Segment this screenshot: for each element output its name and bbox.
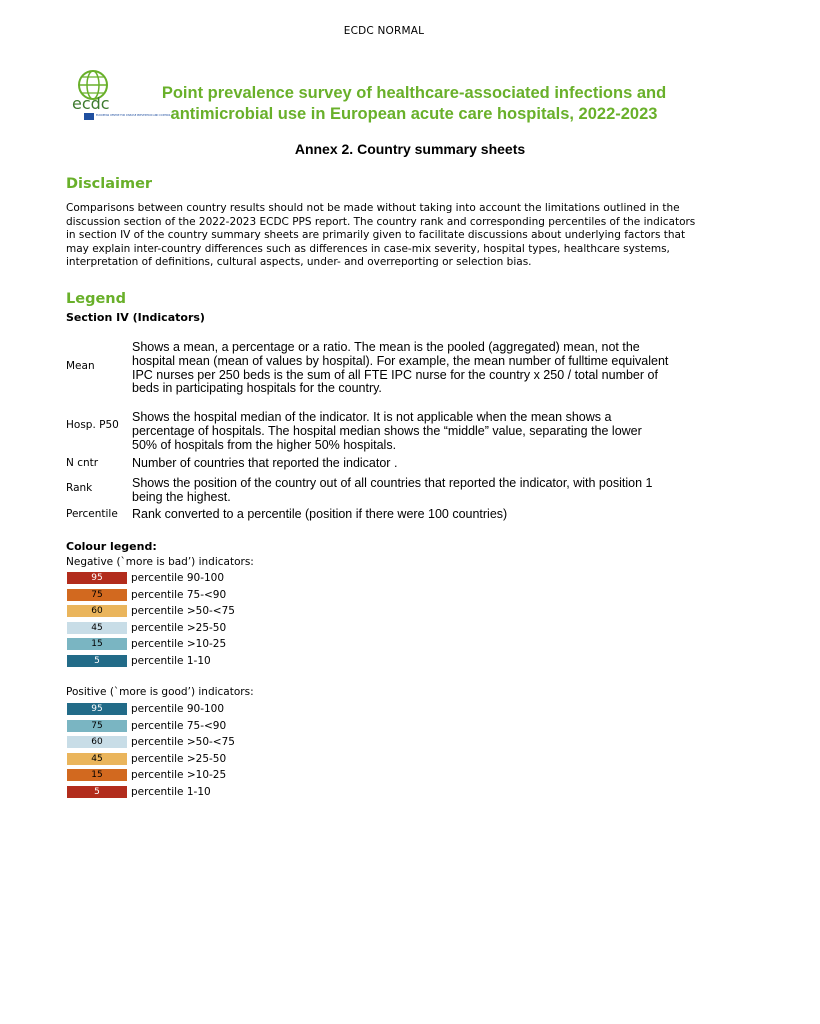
colour-legend-title: Colour legend: <box>66 540 157 553</box>
colour-swatch: 5 <box>66 785 128 799</box>
report-title: Point prevalence survey of healthcare-associated infections and antimicrobial use in European acute care hospitals, 2022-2023 <box>161 84 667 123</box>
legend-term: Rank <box>66 482 93 494</box>
definition-line: Shows a mean, a percentage or a ratio. The mean is the pooled (aggregated) mean, not the <box>132 340 640 354</box>
legend-term: Mean <box>66 360 95 372</box>
colour-swatch: 45 <box>66 621 128 635</box>
percentile-range-label: percentile 75-<90 <box>131 719 227 732</box>
definition-line: hospital mean (mean of values by hospital). For example, the mean number of fulltime equivalent <box>132 353 669 368</box>
negative-legend-row <box>66 654 266 669</box>
positive-legend-row <box>66 702 266 717</box>
colour-swatch: 95 <box>66 571 128 585</box>
disclaimer-line: interpretation of definitions, cultural aspects, under- and overreporting or selection bias. <box>66 256 532 269</box>
logo-wordmark: ecdc <box>72 94 110 113</box>
negative-legend-row <box>66 588 266 603</box>
definition-line: Number of countries that reported the indicator . <box>132 456 398 470</box>
definition-line: being the highest. <box>132 489 231 504</box>
negative-legend-label: Negative (`more is bad’) indicators: <box>66 556 254 568</box>
percentile-range-label: percentile 75-<90 <box>131 588 227 601</box>
annex-title: Annex 2. Country summary sheets <box>294 141 526 157</box>
positive-legend-label: Positive (`more is good’) indicators: <box>66 686 254 698</box>
document-classification: ECDC NORMAL <box>343 25 425 37</box>
percentile-range-label: percentile 1-10 <box>131 654 211 667</box>
definition-line: IPC nurses per 250 beds is the sum of all FTE IPC nurse for the country x 250 / total number of <box>132 367 658 382</box>
percentile-range-label: percentile >10-25 <box>131 769 227 781</box>
positive-legend-row <box>66 719 266 734</box>
disclaimer-line: discussion section of the 2022-2023 ECDC PPS report. The country rank and corresponding percentiles of the indicators <box>66 215 696 228</box>
negative-legend-row <box>66 571 266 586</box>
definition-line: Shows the hospital median of the indicator. It is not applicable when the mean shows a <box>132 410 612 424</box>
legend-heading: Legend <box>66 291 126 307</box>
legend-definition <box>132 411 702 452</box>
legend-definition <box>132 457 702 471</box>
disclaimer-line: may explain inter-country differences such as differences in case-mix severity, hospital types, healthcare systems, <box>66 242 670 255</box>
colour-swatch: 95 <box>66 702 128 716</box>
definition-line: Rank converted to a percentile (position if there were 100 countries) <box>132 507 508 521</box>
disclaimer-line: Comparisons between country results should not be made without taking into account the limitations outlined in the <box>66 202 680 214</box>
negative-legend-row <box>66 637 266 652</box>
percentile-range-label: percentile 1-10 <box>131 785 211 798</box>
disclaimer-text <box>66 202 706 270</box>
colour-swatch: 15 <box>66 637 128 651</box>
logo-caption: EUROPEAN CENTRE FOR DISEASE PREVENTION AND CONTROL <box>96 114 171 117</box>
legend-term: N cntr <box>66 457 99 469</box>
legend-definition <box>132 508 702 522</box>
definition-line: percentage of hospitals. The hospital median shows the “middle” value, separating the lower <box>132 423 642 438</box>
positive-legend-row <box>66 785 266 800</box>
percentile-range-label: percentile 90-100 <box>131 572 225 584</box>
percentile-range-label: percentile >50-<75 <box>131 736 235 748</box>
legend-term: Hosp. P50 <box>66 419 119 431</box>
section-label: Section IV (Indicators) <box>66 311 205 324</box>
legend-definition <box>132 477 702 505</box>
percentile-range-label: percentile 90-100 <box>131 703 225 715</box>
negative-legend-row <box>66 621 266 636</box>
colour-swatch: 75 <box>66 719 128 733</box>
colour-swatch: 45 <box>66 752 128 766</box>
definition-line: 50% of hospitals from the higher 50% hospitals. <box>132 437 397 452</box>
colour-swatch: 60 <box>66 735 128 749</box>
colour-swatch: 5 <box>66 654 128 668</box>
percentile-range-label: percentile >25-50 <box>131 621 227 634</box>
definition-line: Shows the position of the country out of all countries that reported the indicator, with position 1 <box>132 476 653 490</box>
disclaimer-heading: Disclaimer <box>66 176 153 192</box>
percentile-range-label: percentile >10-25 <box>131 638 227 650</box>
colour-swatch: 75 <box>66 588 128 602</box>
ecdc-logo <box>68 68 171 126</box>
percentile-range-label: percentile >50-<75 <box>131 605 235 617</box>
disclaimer-line: in section IV of the country summary sheets are primarily given to facilitate discussions about underlying factors that <box>66 229 686 242</box>
colour-swatch: 60 <box>66 604 128 618</box>
colour-swatch: 15 <box>66 768 128 782</box>
percentile-range-label: percentile >25-50 <box>131 752 227 765</box>
positive-legend-row <box>66 752 266 767</box>
positive-legend-row <box>66 735 266 750</box>
negative-legend-row <box>66 604 266 619</box>
definition-line: beds in participating hospitals for the country. <box>132 381 382 396</box>
positive-legend-row <box>66 768 266 783</box>
legend-term: Percentile <box>66 508 118 520</box>
legend-definition <box>132 341 702 396</box>
